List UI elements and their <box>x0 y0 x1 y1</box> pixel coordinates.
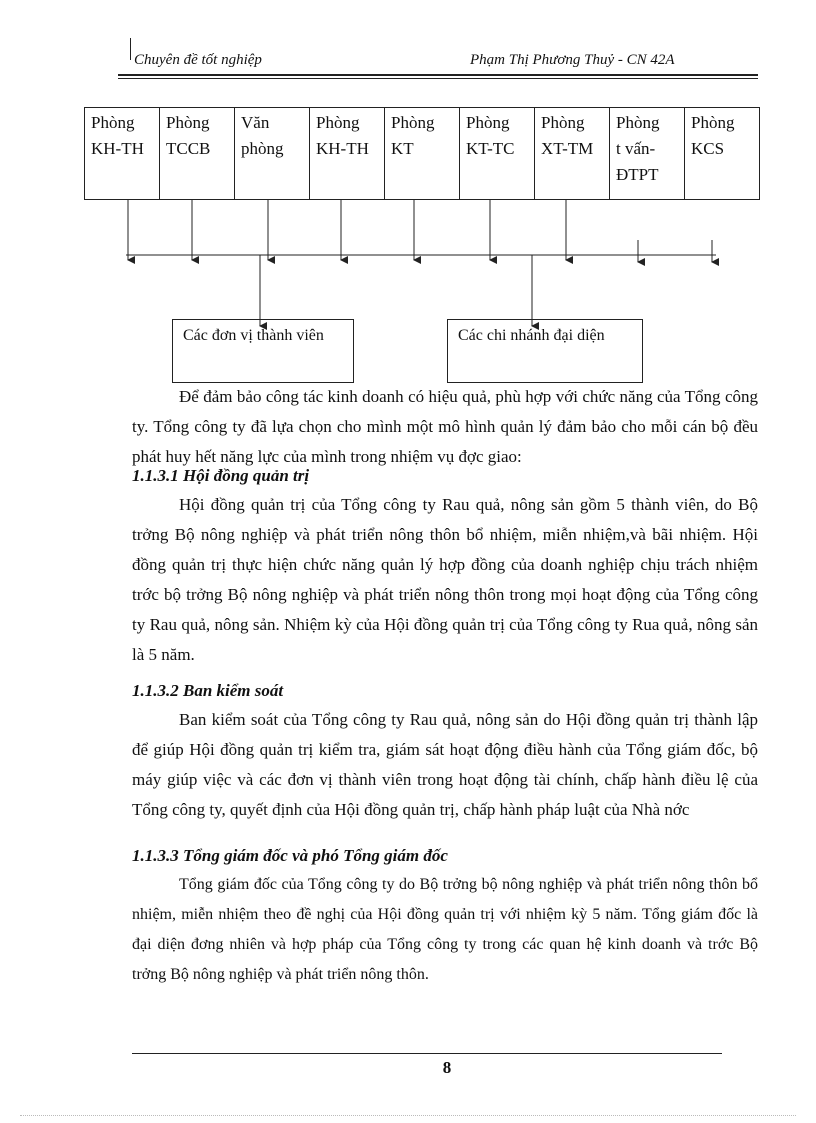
dept-box: Phòng t vấn- ĐTPT <box>609 107 685 200</box>
dept-box: Phòng KT <box>384 107 460 200</box>
section-heading-director: 1.1.3.3 Tổng giám đốc và phó Tổng giám đốc <box>132 846 448 865</box>
dept-box: Phòng XT-TM <box>534 107 610 200</box>
director-paragraph: Tổng giám đốc của Tổng công ty do Bộ trởng bộ nông nghiệp và phát triển nông thôn bổ nhiệm, miễn nhiệm theo đề nghị của Hội đồng quản trị với nhiệm kỳ 5 năm. Tổng giám đốc là đại diện đơng nhiên và hợp pháp của Tổng công ty trong các quan hệ kinh doanh và trớc Bộ trởng Bộ nông nghiệp và phát triển nông thôn. <box>132 876 758 983</box>
member-units-box: Các đơn vị thành viên <box>172 319 354 383</box>
dept-box: Phòng KH-TH <box>84 107 160 200</box>
dept-box: Phòng TCCB <box>159 107 235 200</box>
header-right: Phạm Thị Phương Thuỷ - CN 42A <box>470 52 675 68</box>
supervisory-paragraph: Ban kiểm soát của Tổng công ty Rau quả, nông sản do Hội đồng quản trị thành lập để giúp Hội đồng quản trị kiểm tra, giám sát hoạt động điều hành của Tổng giám đốc, bộ máy giúp việc và các đơn vị thành viên trong hoạt động tài chính, chấp hành điều lệ của Tổng công ty, quyết định của Hội đồng quản trị, chấp hành pháp luật của Nhà nớc <box>132 710 758 819</box>
dept-box: Phòng KT-TC <box>459 107 535 200</box>
header-left: Chuyên đề tốt nghiệp <box>134 52 262 68</box>
dept-box: Văn phòng <box>234 107 310 200</box>
page-edge-dotted-line <box>20 1115 796 1116</box>
section-heading-supervisory: 1.1.3.2 Ban kiểm soát <box>132 681 284 700</box>
intro-paragraph: Để đảm bảo công tác kinh doanh có hiệu quả, phù hợp với chức năng của Tổng công ty. Tổng công ty đã lựa chọn cho mình một mô hình quản lý đảm bảo cho mỗi cán bộ đều phát huy hết năng lực của mình trong nhiệm vụ đợc giao: <box>132 387 758 466</box>
dept-box: Phòng KH-TH <box>309 107 385 200</box>
section-heading-board: 1.1.3.1 Hội đồng quản trị <box>132 466 310 485</box>
page-number: 8 <box>442 1058 452 1077</box>
board-paragraph: Hội đồng quản trị của Tổng công ty Rau quả, nông sản gồm 5 thành viên, do Bộ trởng Bộ nông nghiệp và phát triển nông thôn bổ nhiệm, miễn nhiệm,và bãi nhiệm. Hội đồng quản trị thực hiện chức năng quản lý hợp đồng của doanh nghiệp chịu trách nhiệm trớc bộ trởng Bộ nông nghiệp và phát triển nông thôn trong mọi hoạt động của Tổng công ty Rau quả, nông sản. Nhiệm kỳ của Hội đồng quản trị của Tổng công ty Rua quả, nông sản là 5 năm. <box>132 495 758 664</box>
org-chart-connectors <box>0 0 816 330</box>
branch-offices-box: Các chi nhánh đại diện <box>447 319 643 383</box>
dept-box: Phòng KCS <box>684 107 760 200</box>
footer-rule <box>132 1053 722 1054</box>
